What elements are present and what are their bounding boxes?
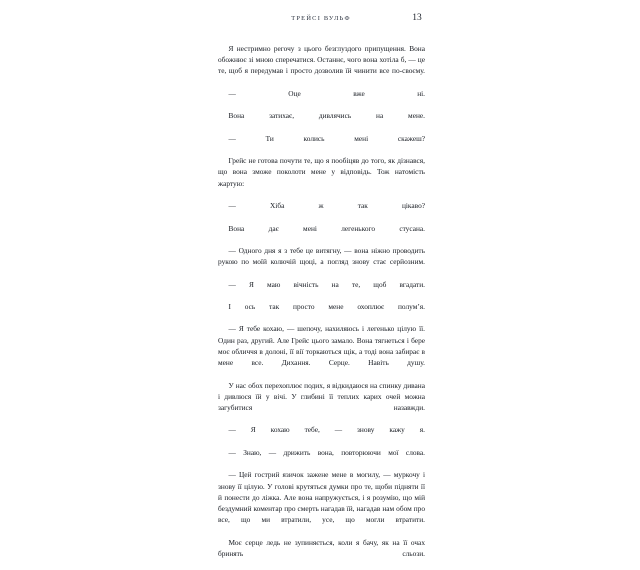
paragraph: — Оце вже ні. xyxy=(228,88,425,98)
paragraph: — Я маю вічність на те, щоб вгадати. xyxy=(228,279,425,289)
paragraph: — Я тебе кохаю, — шепочу, нахиляюсь і легенько цілую її. Один раз, другий. Але Грейс цього замало. Вона тягнеться і бере моє обличчя в долоні, її вії торкаються щік, а тоді вона забирає в мене все. Дихання. Серце. Навіть душу. xyxy=(218,324,425,368)
paragraph: — Ти колись мені скажеш? xyxy=(228,133,425,143)
paragraph: — Одного дня я з тебе це витягну, — вона ніжно проводить рукою по моїй колючій щоці, а погляд знову стає серйозним. xyxy=(218,245,425,267)
paragraph: Моє серце ледь не зупиняється, коли я бачу, як на її очах бринять сльози. xyxy=(218,537,425,558)
paragraph: Я нестримно регочу з цього безглуздого припущення. Вона обожнює зі мною сперечатися. Останнє, чого вона хотіла б, — це те, щоб я передумав і просто дозволив їй чинити все по-своєму. xyxy=(218,44,425,76)
body-text-block xyxy=(218,43,425,570)
paragraph: Грейс не готова почути те, що я пообіцяв до того, як дізнався, що вона зможе поколоти мене у відповідь. Тож натомість жартую: xyxy=(218,156,425,188)
paragraph: — Знаю, — дрижить вона, повторюючи мої слова. xyxy=(228,447,425,457)
paragraph: — Я кохаю тебе, — знову кажу я. xyxy=(228,425,425,435)
running-head xyxy=(218,11,424,25)
paragraph: — Хіба ж так цікаво? xyxy=(228,201,425,211)
page-number: 13 xyxy=(412,13,422,23)
paragraph: Вона дає мені легенького стусана. xyxy=(228,223,425,233)
paragraph: — Цей гострий язичок зажене мене в могилу, — муркочу і знову її цілую. У голові крутяться думки про те, щоби підняти її й понести до ліжка. Але вона напружується, і я розумію, що мій бездумний коментар про смерть нагадав їй, нагадав нам обом про все, що ми втратили, усе, що могли втратити. xyxy=(218,470,425,525)
paragraph: І ось так просто мене охоплює полум’я. xyxy=(228,302,425,312)
paragraph: Вона затихає, дивлячись на мене. xyxy=(228,111,425,121)
running-head-title: ТРЕЙСІ ВУЛЬФ xyxy=(291,14,351,22)
paragraph: У нас обох перехоплює подих, я відкидаюся на спинку дивана і дивлюся їй у вічі. У глибині її теплих карих очей можна загубитися назавжди. xyxy=(218,380,425,412)
